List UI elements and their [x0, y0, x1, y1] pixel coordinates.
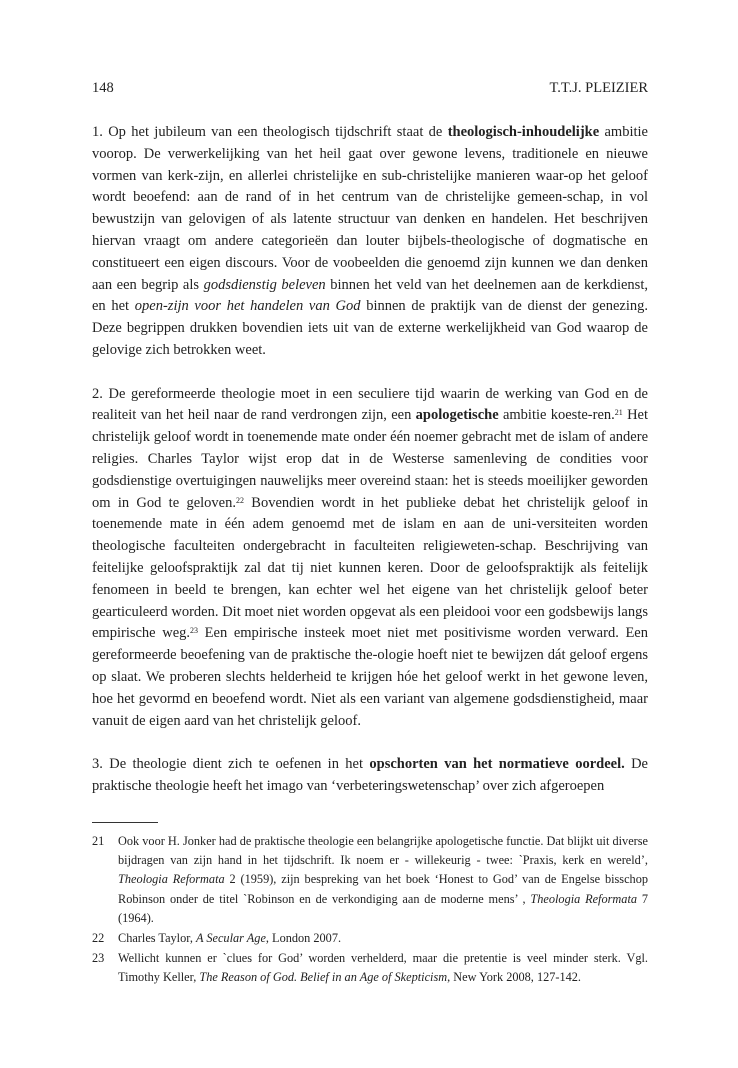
footnote-number: 21 [92, 834, 105, 848]
footnote-number: 22 [92, 931, 105, 946]
paragraph-3: 3. De theologie dient zich te oefenen in het opschorten van het normatieve oordeel. De praktische theologie heeft het imago van ‘verbeteringswetenschap’ over zich afgeroepen [92, 756, 648, 794]
emphasis-bold: opschorten van het normatieve oordeel. [369, 756, 625, 773]
footnote-text: Ook voor H. Jonker had de praktische theologie een belangrijke apologetische functie. Dat blijkt uit diverse bijdragen van zijn hand in het tijdschrift. Ik noem er - willekeurig - twee: `Praxis, kerk en wereld’, Theologia Reformata 2 (1959), zijn bespreking van het boek ‘Honest to God’ van de Engelse bisschop Robinson onder de titel `Robinson en de verkondiging aan de moderne mens’ , Theologia Reformata 7 (1964). [118, 834, 648, 925]
paragraph-2: 2. De gereformeerde theologie moet in een seculiere tijd waarin de werking van God en de realiteit van het heil naar de rand verdrongen zijn, een apologetische ambitie koeste-ren.$^{21}$ Het christelijk geloof wordt in toenemende mate onder één noemer gebracht met de islam of andere religies. Charles Taylor wijst erop dat in de Westerse samenleving de condities voor godsdienstige overtuigingen nauwelijks meer overeind staan: het is steeds moeilijker geworden om in God te geloven.$^{22}$ Bovendien wordt in het publieke debat het christelijk geloof in toenemende mate in één adem genoemd met de islam en aan de uni-versiteiten worden theologische faculteiten ondergebracht in faculteiten religieweten-schap. Beschrijving van feitelijke geloofspraktijk zal dat tij niet kunnen keren. Door de geloofspraktijk als feitelijk fenomeen in beeld te brengen, kan echter wel het eigene van het christelijk geloof beter gearticuleerd worden. Dit moet niet worden opgevat als een pleidooi voor een godsbewijs langs empirische weg.$^{23}$ Een empirische insteek moet niet met positivisme worden verward. Een gereformeerde beoefening van de praktische the-ologie hoeft niet te bewijzen dát geloof ergens op slaat. We proberen slechts helderheid te krijgen hóe het geloof werkt in het gewone leven, hoe het gevormd en beoefend wordt. Niet als een variant van algemene godsdienstigheid, maar vanuit de eigen aard van het christelijk geloof. [92, 385, 649, 729]
running-header [92, 78, 648, 98]
page [92, 0, 648, 1068]
footnote-divider [92, 822, 158, 823]
emphasis-bold: apologetische [415, 407, 499, 424]
footnote-ref-23[interactable]: 23 [190, 626, 199, 636]
footnote-text: Wellicht kunnen er `clues for God’ worden verhelderd, maar die pretentie is veel minder sterk. Vgl. Timothy Keller, The Reason of God. Belief in an Age of Skepticism, New York 2008, 127-142. [118, 951, 648, 985]
emphasis-italic: open-zijn voor het handelen van God [134, 298, 361, 315]
footnote-21 [92, 832, 648, 928]
footnote-22 [92, 929, 648, 948]
footnote-ref-22[interactable]: 22 [235, 495, 244, 505]
emphasis-bold: theologisch-inhoudelijke [447, 124, 600, 140]
footnote-ref-21[interactable]: 21 [614, 408, 623, 418]
running-author: T.T.J. PLEIZIER [549, 80, 648, 96]
footnote-text: Charles Taylor, A Secular Age, London 2007. [118, 931, 342, 946]
footnote-number: 23 [92, 951, 105, 966]
footnotes [92, 832, 648, 989]
paragraph-1: 1. Op het jubileum van een theologisch tijdschrift staat de theologisch-inhoudelijke ambitie voorop. De verwerkelijking van het heil gaat over gewone levens, traditionele en nieuwe vormen van kerk-zijn, en allerlei christelijke en sub-christelijke manieren waar-op het geloof wordt beoefend: aan de rand of in het centrum van de christelijke gemeen-schap, in vol bewustzijn van gelovigen of als latente structuur van denken en handelen. Het beschrijven hiervan vraagt om andere categorieën dan louter bijbels-theologische of dogmatische en constitueert een eigen discours. Voor de voobeelden die genoemd zijn kunnen we dan denken aan een begrip als godsdienstig beleven binnen het veld van het deelnemen aan de kerkdienst, en het open-zijn voor het handelen van God binnen de praktijk van de dienst der genezing. Deze begrippen drukken bovendien iets uit van de externe werkelijkheid van God waarop de gelovige zich betrokken weet. [92, 124, 648, 358]
body-text [92, 122, 648, 820]
page-number: 148 [92, 80, 114, 96]
footnote-23 [92, 949, 648, 987]
emphasis-italic: godsdienstig beleven [203, 276, 326, 293]
